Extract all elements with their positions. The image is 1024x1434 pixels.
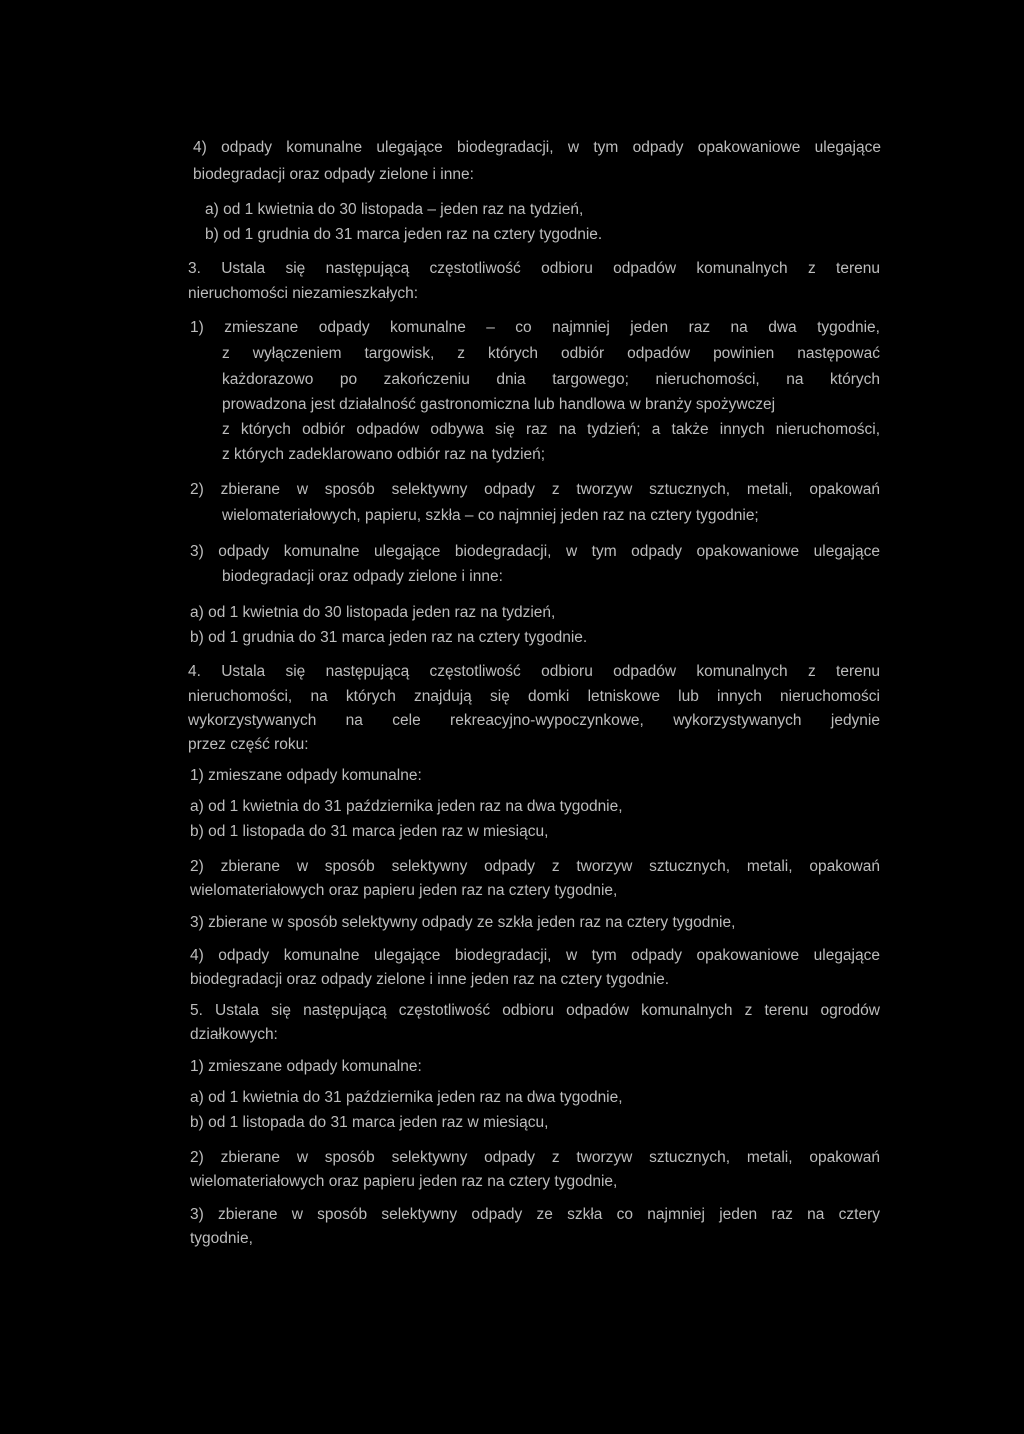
text-line: wykorzystywanych na cele rekreacyjno-wypoczynkowe, wykorzystywanych jedynie <box>188 712 880 729</box>
text-line: przez część roku: <box>188 736 309 753</box>
text-line: z wyłączeniem targowisk, z których odbiór odpadów powinien następować <box>222 345 880 362</box>
list-item: 1) zmieszane odpady komunalne – co najmniej jeden raz na dwa tygodnie, <box>190 319 880 336</box>
text-line: wielomateriałowych oraz papieru jeden raz na cztery tygodnie, <box>190 1173 618 1190</box>
list-item: b) od 1 grudnia do 31 marca jeden raz na cztery tygodnie. <box>205 226 603 243</box>
section-heading: 5. Ustala się następującą częstotliwość odbioru odpadów komunalnych z terenu ogrodów <box>190 1002 880 1019</box>
text-line: nieruchomości, na których znajdują się domki letniskowe lub innych nieruchomości <box>188 688 880 705</box>
list-item: 4) odpady komunalne ulegające biodegradacji, w tym odpady opakowaniowe ulegające <box>190 947 880 964</box>
list-item: 1) zmieszane odpady komunalne: <box>190 1058 422 1075</box>
list-item: b) od 1 listopada do 31 marca jeden raz w miesiącu, <box>190 1114 549 1131</box>
list-item: 2) zbierane w sposób selektywny odpady z tworzyw sztucznych, metali, opakowań <box>190 1149 880 1166</box>
list-item: 3) zbierane w sposób selektywny odpady ze szkła co najmniej jeden raz na cztery <box>190 1206 880 1223</box>
list-item: 3) zbierane w sposób selektywny odpady ze szkła jeden raz na cztery tygodnie, <box>190 914 736 931</box>
list-item: 3) odpady komunalne ulegające biodegradacji, w tym odpady opakowaniowe ulegające <box>190 543 880 560</box>
list-item: b) od 1 grudnia do 31 marca jeden raz na cztery tygodnie. <box>190 629 588 646</box>
list-item: a) od 1 kwietnia do 31 października jeden raz na dwa tygodnie, <box>190 1089 623 1106</box>
text-line: działkowych: <box>190 1026 278 1043</box>
text-line: biodegradacji oraz odpady zielone i inne: <box>193 166 474 183</box>
text-line: nieruchomości niezamieszkałych: <box>188 285 419 302</box>
list-item: a) od 1 kwietnia do 30 listopada – jeden raz na tydzień, <box>205 201 584 218</box>
text-line: wielomateriałowych oraz papieru jeden raz na cztery tygodnie, <box>190 882 618 899</box>
text-line: wielomateriałowych, papieru, szkła – co najmniej jeden raz na cztery tygodnie; <box>222 507 759 524</box>
list-item: b) od 1 listopada do 31 marca jeden raz w miesiącu, <box>190 823 549 840</box>
text-line: każdorazowo po zakończeniu dnia targowego; nieruchomości, na których <box>222 371 880 388</box>
text-line: biodegradacji oraz odpady zielone i inne jeden raz na cztery tygodnie. <box>190 971 670 988</box>
list-item: a) od 1 kwietnia do 30 listopada jeden raz na tydzień, <box>190 604 556 621</box>
text-line: 4) odpady komunalne ulegające biodegradacji, w tym odpady opakowaniowe ulegające <box>193 139 881 156</box>
text-line: z których zadeklarowano odbiór raz na tydzień; <box>222 446 546 463</box>
text-line: z których odbiór odpadów odbywa się raz na tydzień; a także innych nieruchomości, <box>222 421 880 438</box>
text-line: biodegradacji oraz odpady zielone i inne: <box>222 568 503 585</box>
list-item: 1) zmieszane odpady komunalne: <box>190 767 422 784</box>
text-line: prowadzona jest działalność gastronomiczna lub handlowa w branży spożywczej <box>222 396 776 413</box>
section-heading: 4. Ustala się następującą częstotliwość odbioru odpadów komunalnych z terenu <box>188 663 880 680</box>
text-line: tygodnie, <box>190 1230 253 1247</box>
section-heading: 3. Ustala się następującą częstotliwość odbioru odpadów komunalnych z terenu <box>188 260 880 277</box>
list-item: 2) zbierane w sposób selektywny odpady z tworzyw sztucznych, metali, opakowań <box>190 858 880 875</box>
list-item: a) od 1 kwietnia do 31 października jeden raz na dwa tygodnie, <box>190 798 623 815</box>
list-item: 2) zbierane w sposób selektywny odpady z tworzyw sztucznych, metali, opakowań <box>190 481 880 498</box>
